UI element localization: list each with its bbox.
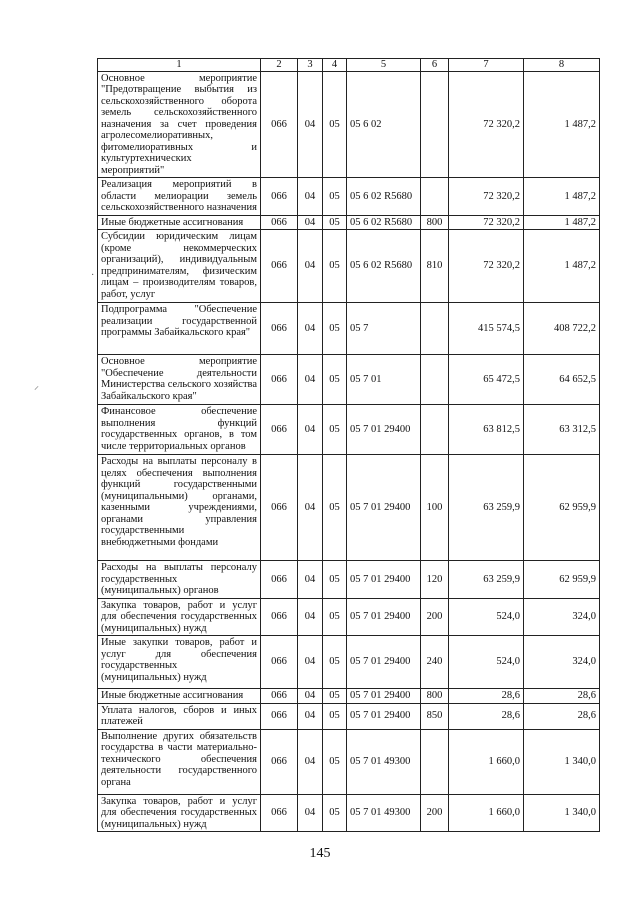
- col-4-cell: 05: [323, 598, 347, 636]
- col-6-cell: 200: [421, 794, 449, 832]
- row-name-cell: Субсидии юридическим лицам (кроме некоммерческих организаций), индивидуальным предпринимателям, физическим лицам – производителям товаров, работ, услуг: [98, 230, 261, 303]
- col-header: 8: [524, 59, 600, 72]
- row-name-cell: Иные бюджетные ассигнования: [98, 215, 261, 230]
- row-name-cell: Финансовое обеспечение выполнения функций государственных органов, в том числе территориальных органов: [98, 405, 261, 455]
- col-header: 3: [298, 59, 323, 72]
- col-6-cell: [421, 405, 449, 455]
- col-5-cell: 05 6 02 R5680: [347, 230, 421, 303]
- col-3-cell: 04: [298, 703, 323, 729]
- col-3-cell: 04: [298, 455, 323, 561]
- budget-table: [97, 58, 600, 832]
- row-name-cell: Уплата налогов, сборов и иных платежей: [98, 703, 261, 729]
- col-7-cell: 72 320,2: [449, 178, 524, 216]
- col-3-cell: 04: [298, 794, 323, 832]
- table-row: [98, 71, 600, 178]
- col-4-cell: 05: [323, 178, 347, 216]
- col-8-cell: 28,6: [524, 703, 600, 729]
- col-3-cell: 04: [298, 230, 323, 303]
- col-2-cell: 066: [261, 355, 298, 405]
- col-5-cell: 05 7 01 29400: [347, 689, 421, 704]
- col-2-cell: 066: [261, 303, 298, 355]
- col-6-cell: 800: [421, 215, 449, 230]
- col-2-cell: 066: [261, 729, 298, 794]
- col-3-cell: 04: [298, 689, 323, 704]
- col-3-cell: 04: [298, 355, 323, 405]
- row-name-cell: Основное мероприятие "Обеспечение деятельности Министерства сельского хозяйства Забайкальского края": [98, 355, 261, 405]
- col-2-cell: 066: [261, 598, 298, 636]
- col-4-cell: 05: [323, 230, 347, 303]
- col-2-cell: 066: [261, 178, 298, 216]
- col-5-cell: 05 6 02: [347, 71, 421, 178]
- col-4-cell: 05: [323, 703, 347, 729]
- col-header: 2: [261, 59, 298, 72]
- col-4-cell: 05: [323, 455, 347, 561]
- row-name-cell: Расходы на выплаты персоналу государственных (муниципальных) органов: [98, 561, 261, 599]
- col-3-cell: 04: [298, 178, 323, 216]
- col-3-cell: 04: [298, 215, 323, 230]
- row-name-cell: Подпрограмма "Обеспечение реализации государственной программы Забайкальского края": [98, 303, 261, 355]
- col-4-cell: 05: [323, 794, 347, 832]
- col-header: 7: [449, 59, 524, 72]
- col-6-cell: [421, 71, 449, 178]
- table-row: [98, 215, 600, 230]
- col-6-cell: [421, 303, 449, 355]
- col-8-cell: 63 312,5: [524, 405, 600, 455]
- col-3-cell: 04: [298, 561, 323, 599]
- col-6-cell: 240: [421, 636, 449, 689]
- col-7-cell: 63 259,9: [449, 455, 524, 561]
- col-8-cell: 324,0: [524, 598, 600, 636]
- col-7-cell: 28,6: [449, 703, 524, 729]
- col-8-cell: 324,0: [524, 636, 600, 689]
- header-row: [98, 59, 600, 72]
- scan-speck: ⸝: [34, 381, 39, 392]
- col-6-cell: 850: [421, 703, 449, 729]
- col-3-cell: 04: [298, 303, 323, 355]
- col-2-cell: 066: [261, 561, 298, 599]
- col-5-cell: 05 7: [347, 303, 421, 355]
- table-row: [98, 455, 600, 561]
- col-8-cell: 28,6: [524, 689, 600, 704]
- col-7-cell: 28,6: [449, 689, 524, 704]
- row-name-cell: Основное мероприятие "Предотвращение выбытия из сельскохозяйственного оборота земель сельскохозяйственного назначения за счет проведения агролесомелиоративных, фитомелиоративных и культуртехнических мероприятий": [98, 71, 261, 178]
- table-row: [98, 561, 600, 599]
- col-5-cell: 05 6 02 R5680: [347, 178, 421, 216]
- col-5-cell: 05 7 01 29400: [347, 405, 421, 455]
- col-2-cell: 066: [261, 689, 298, 704]
- page-number: 145: [309, 846, 331, 861]
- col-8-cell: 1 487,2: [524, 215, 600, 230]
- col-8-cell: 1 487,2: [524, 178, 600, 216]
- col-header: 4: [323, 59, 347, 72]
- col-8-cell: 1 340,0: [524, 794, 600, 832]
- col-3-cell: 04: [298, 598, 323, 636]
- col-header: 1: [98, 59, 261, 72]
- row-name-cell: Выполнение других обязательств государства в части материально-технического обеспечения деятельности государственного органа: [98, 729, 261, 794]
- col-6-cell: 800: [421, 689, 449, 704]
- col-5-cell: 05 7 01 29400: [347, 455, 421, 561]
- col-6-cell: 200: [421, 598, 449, 636]
- col-4-cell: 05: [323, 561, 347, 599]
- col-2-cell: 066: [261, 215, 298, 230]
- col-4-cell: 05: [323, 405, 347, 455]
- col-header: 6: [421, 59, 449, 72]
- col-4-cell: 05: [323, 71, 347, 178]
- table-row: [98, 703, 600, 729]
- col-2-cell: 066: [261, 794, 298, 832]
- table-row: [98, 598, 600, 636]
- row-name-cell: Закупка товаров, работ и услуг для обеспечения государственных (муниципальных) нужд: [98, 794, 261, 832]
- row-name-cell: Расходы на выплаты персоналу в целях обеспечения выполнения функций государственными (муниципальными) органами, казенными учреждениями, органами управления государственными внебюджетными фондами: [98, 455, 261, 561]
- col-4-cell: 05: [323, 303, 347, 355]
- table-row: [98, 689, 600, 704]
- scan-speck: ·: [91, 270, 95, 281]
- table-body: [98, 59, 600, 832]
- col-7-cell: 72 320,2: [449, 71, 524, 178]
- col-2-cell: 066: [261, 405, 298, 455]
- col-6-cell: 810: [421, 230, 449, 303]
- col-8-cell: 62 959,9: [524, 561, 600, 599]
- col-5-cell: 05 7 01 29400: [347, 598, 421, 636]
- col-7-cell: 524,0: [449, 598, 524, 636]
- row-name-cell: Закупка товаров, работ и услуг для обеспечения государственных (муниципальных) нужд: [98, 598, 261, 636]
- table-row: [98, 303, 600, 355]
- col-4-cell: 05: [323, 636, 347, 689]
- col-2-cell: 066: [261, 455, 298, 561]
- col-8-cell: 1 487,2: [524, 71, 600, 178]
- col-7-cell: 415 574,5: [449, 303, 524, 355]
- col-5-cell: 05 7 01 49300: [347, 729, 421, 794]
- col-3-cell: 04: [298, 636, 323, 689]
- col-6-cell: [421, 729, 449, 794]
- col-7-cell: 1 660,0: [449, 794, 524, 832]
- col-4-cell: 05: [323, 215, 347, 230]
- col-5-cell: 05 6 02 R5680: [347, 215, 421, 230]
- table-row: [98, 230, 600, 303]
- col-4-cell: 05: [323, 355, 347, 405]
- col-8-cell: 408 722,2: [524, 303, 600, 355]
- col-8-cell: 1 340,0: [524, 729, 600, 794]
- table-row: [98, 729, 600, 794]
- col-6-cell: 120: [421, 561, 449, 599]
- col-6-cell: 100: [421, 455, 449, 561]
- col-7-cell: 63 259,9: [449, 561, 524, 599]
- row-name-cell: Иные закупки товаров, работ и услуг для обеспечения государственных (муниципальных) нужд: [98, 636, 261, 689]
- col-2-cell: 066: [261, 230, 298, 303]
- col-7-cell: 1 660,0: [449, 729, 524, 794]
- col-6-cell: [421, 355, 449, 405]
- table-row: [98, 178, 600, 216]
- row-name-cell: Иные бюджетные ассигнования: [98, 689, 261, 704]
- col-5-cell: 05 7 01 29400: [347, 561, 421, 599]
- col-8-cell: 64 652,5: [524, 355, 600, 405]
- col-4-cell: 05: [323, 689, 347, 704]
- col-6-cell: [421, 178, 449, 216]
- col-7-cell: 72 320,2: [449, 230, 524, 303]
- col-2-cell: 066: [261, 636, 298, 689]
- col-2-cell: 066: [261, 71, 298, 178]
- table-row: [98, 794, 600, 832]
- col-7-cell: 524,0: [449, 636, 524, 689]
- col-8-cell: 62 959,9: [524, 455, 600, 561]
- col-3-cell: 04: [298, 405, 323, 455]
- table-row: [98, 405, 600, 455]
- row-name-cell: Реализация мероприятий в области мелиорации земель сельскохозяйственного назначения: [98, 178, 261, 216]
- col-5-cell: 05 7 01: [347, 355, 421, 405]
- table-row: [98, 355, 600, 405]
- col-4-cell: 05: [323, 729, 347, 794]
- col-5-cell: 05 7 01 49300: [347, 794, 421, 832]
- col-7-cell: 65 472,5: [449, 355, 524, 405]
- col-header: 5: [347, 59, 421, 72]
- col-5-cell: 05 7 01 29400: [347, 703, 421, 729]
- table-row: [98, 636, 600, 689]
- col-7-cell: 72 320,2: [449, 215, 524, 230]
- col-7-cell: 63 812,5: [449, 405, 524, 455]
- col-3-cell: 04: [298, 729, 323, 794]
- col-5-cell: 05 7 01 29400: [347, 636, 421, 689]
- col-8-cell: 1 487,2: [524, 230, 600, 303]
- col-3-cell: 04: [298, 71, 323, 178]
- col-2-cell: 066: [261, 703, 298, 729]
